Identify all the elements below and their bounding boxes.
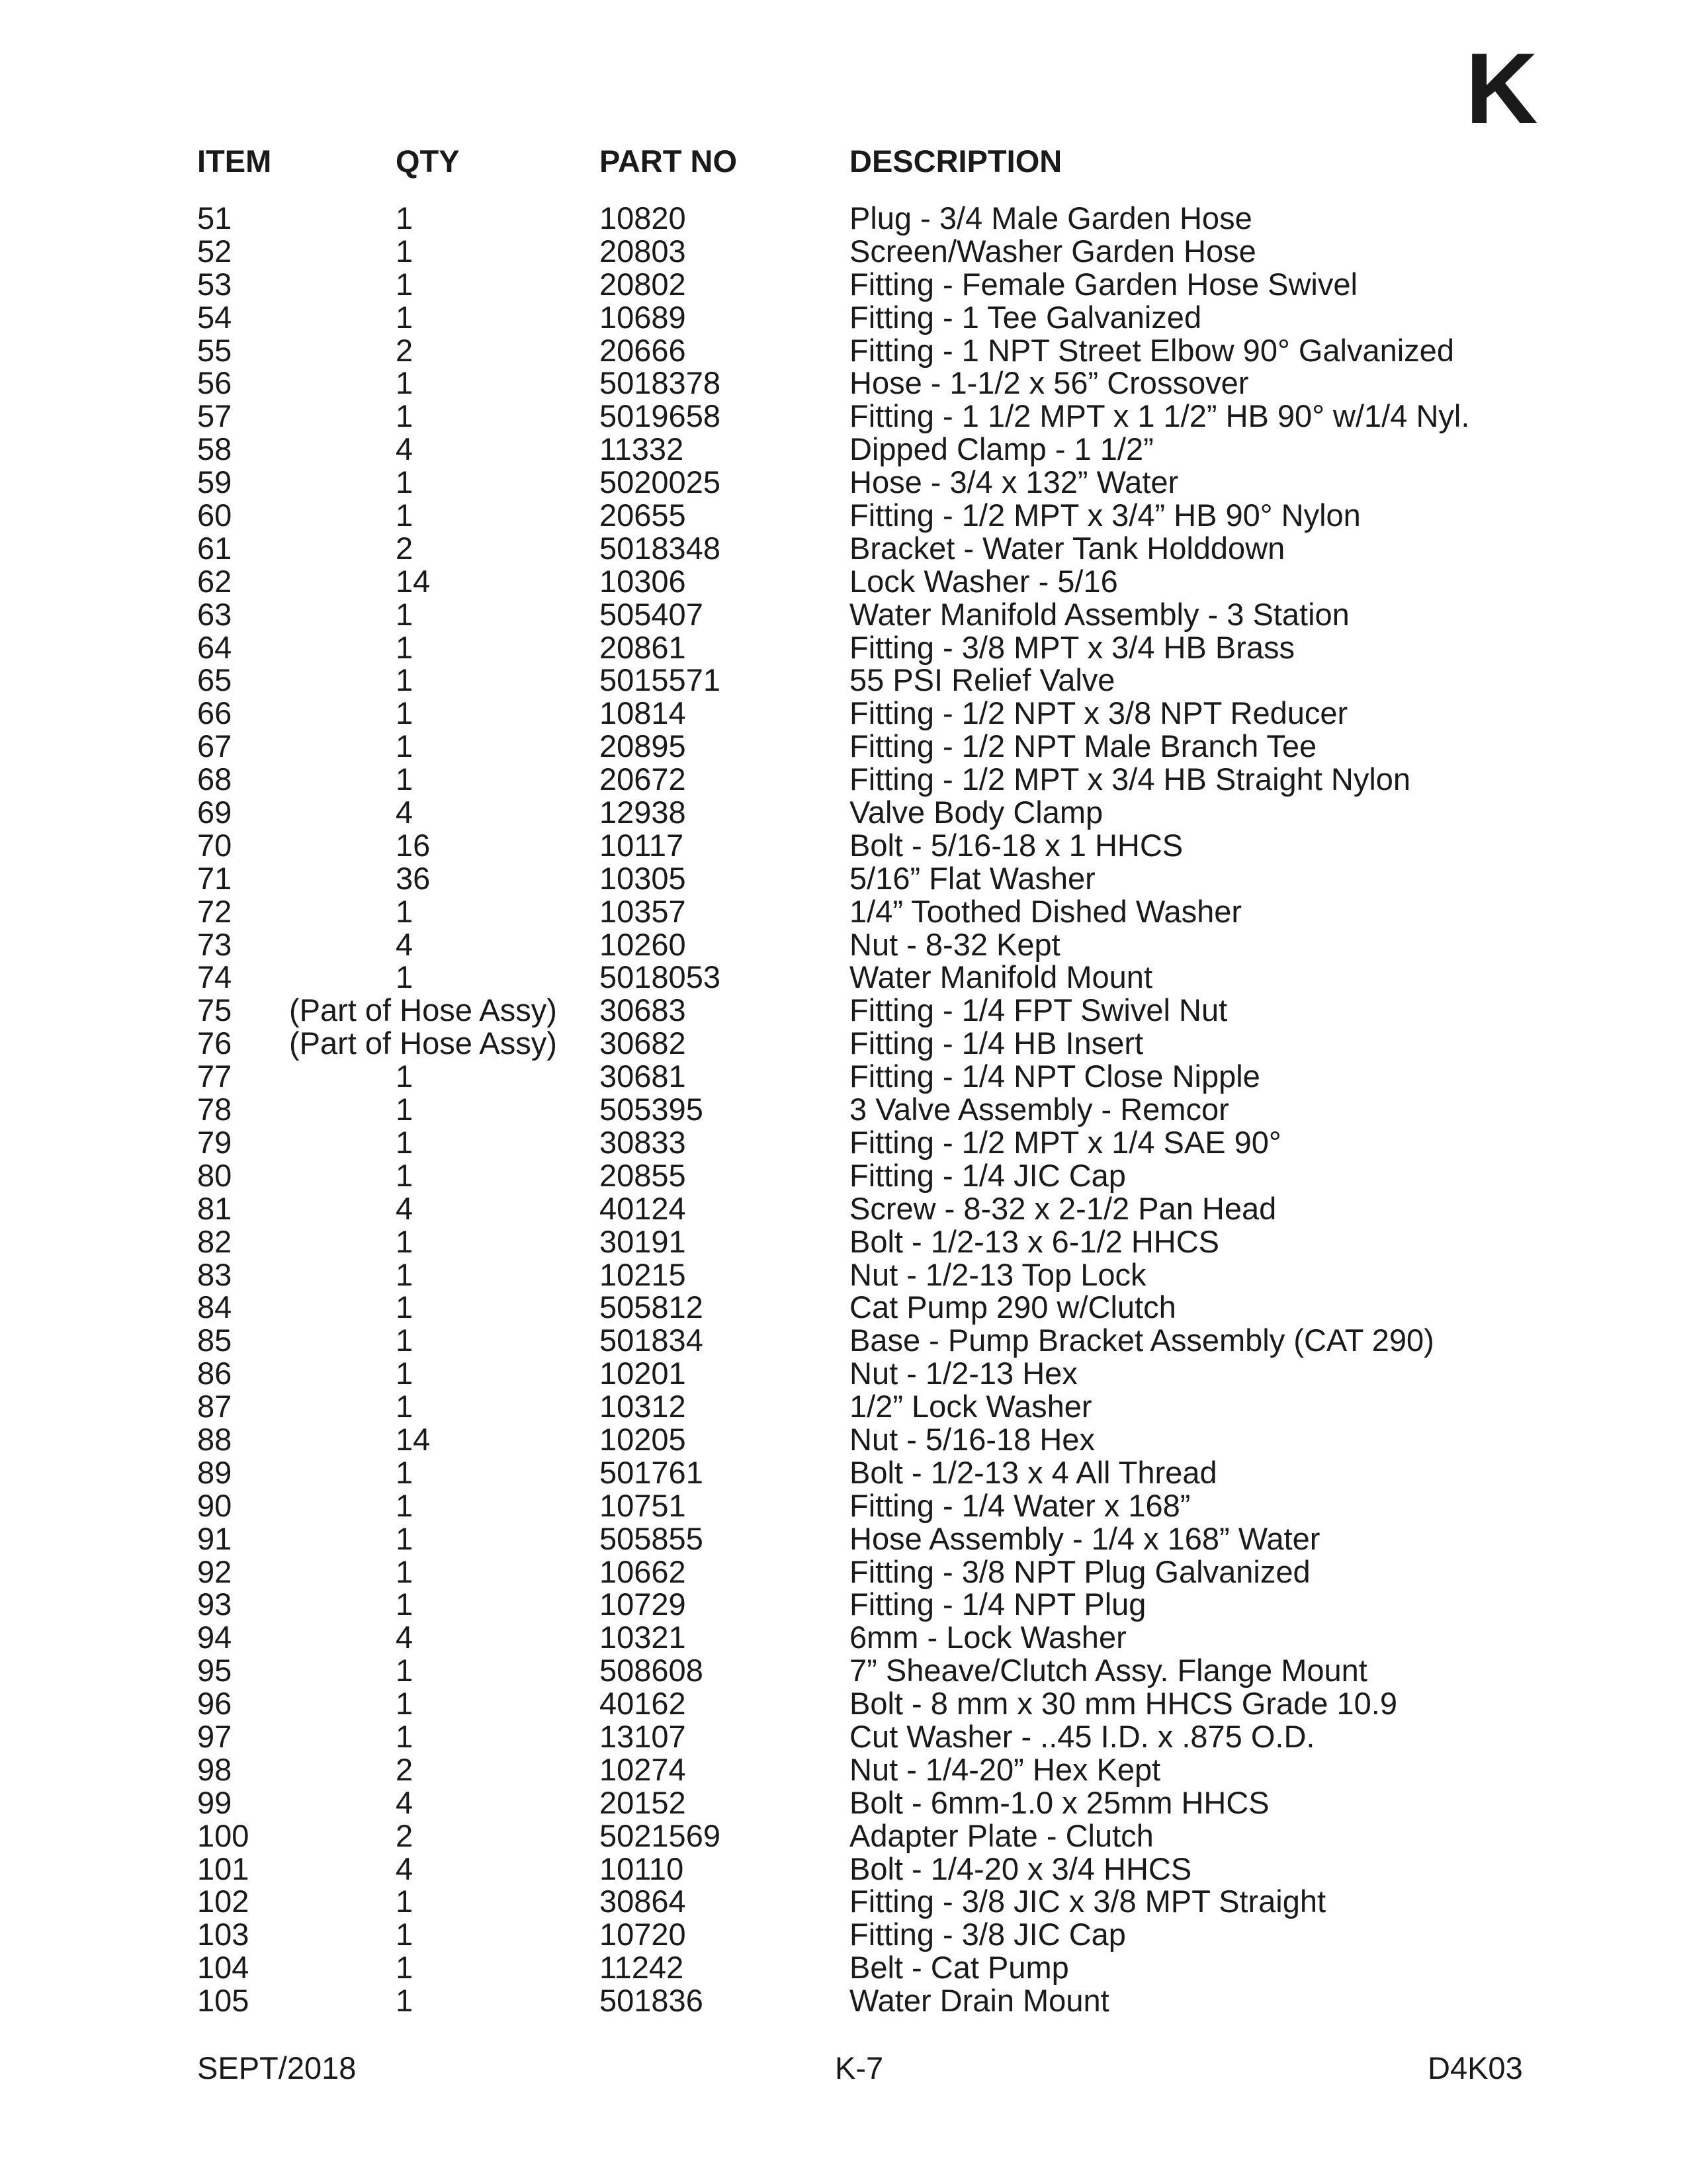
part-description: Fitting - 1/4 Water x 168” xyxy=(849,1487,1191,1523)
part-number: 10662 xyxy=(599,1553,686,1589)
quantity: 1 xyxy=(396,299,413,335)
item-number: 78 xyxy=(197,1092,232,1127)
part-description: Bolt - 1/2-13 x 6-1/2 HHCS xyxy=(849,1223,1219,1259)
parts-table xyxy=(0,200,1687,2019)
table-row xyxy=(0,365,1687,401)
header-description: DESCRIPTION xyxy=(849,144,1062,179)
part-description: Fitting - 3/8 MPT x 3/4 HB Brass xyxy=(849,629,1295,665)
quantity: 1 xyxy=(396,1157,413,1193)
quantity: 4 xyxy=(396,1190,413,1226)
table-row xyxy=(0,1091,1687,1127)
part-number: 13107 xyxy=(599,1718,686,1754)
part-number: 5019658 xyxy=(599,398,720,434)
part-number: 10110 xyxy=(599,1851,684,1886)
quantity: 1 xyxy=(396,200,413,236)
part-description: Base - Pump Bracket Assembly (CAT 290) xyxy=(849,1323,1434,1358)
table-row xyxy=(0,1289,1687,1325)
part-description: Bolt - 5/16-18 x 1 HHCS xyxy=(849,827,1184,863)
table-row xyxy=(0,893,1687,929)
quantity: 16 xyxy=(396,827,431,863)
item-number: 53 xyxy=(197,266,232,302)
table-row xyxy=(0,827,1687,863)
item-number: 62 xyxy=(197,563,232,599)
footer-doc-code: D4K03 xyxy=(1428,2050,1523,2085)
table-row xyxy=(0,1223,1687,1259)
table-row xyxy=(0,431,1687,467)
quantity: 1 xyxy=(396,662,413,698)
table-row xyxy=(0,1586,1687,1622)
part-number: 508608 xyxy=(599,1653,703,1688)
item-number: 105 xyxy=(197,1983,249,2019)
item-number: 67 xyxy=(197,728,232,764)
table-row xyxy=(0,1817,1687,1851)
item-number: 84 xyxy=(197,1289,232,1325)
item-number: 56 xyxy=(197,365,232,401)
item-number: 80 xyxy=(197,1157,232,1193)
part-number: 10117 xyxy=(599,827,684,863)
part-number: 20895 xyxy=(599,728,686,764)
part-description: 1/4” Toothed Dished Washer xyxy=(849,893,1242,929)
item-number: 61 xyxy=(197,530,232,566)
item-number: 64 xyxy=(197,629,232,665)
part-description: 6mm - Lock Washer xyxy=(849,1620,1127,1655)
part-number: 10312 xyxy=(599,1389,686,1424)
part-description: 5/16” Flat Washer xyxy=(849,860,1096,896)
part-number: 20855 xyxy=(599,1157,686,1193)
table-row xyxy=(0,1124,1687,1160)
part-number: 11242 xyxy=(599,1950,684,1986)
quantity: 1 xyxy=(396,1487,413,1523)
item-number: 73 xyxy=(197,926,232,962)
item-number: 100 xyxy=(197,1817,249,1853)
quantity: 1 xyxy=(396,1917,413,1952)
item-number: 89 xyxy=(197,1454,232,1490)
part-number: 40162 xyxy=(599,1686,686,1722)
quantity: 1 xyxy=(396,1059,413,1094)
quantity: 1 xyxy=(396,1323,413,1358)
quantity: 1 xyxy=(396,1092,413,1127)
part-description: Bolt - 6mm-1.0 x 25mm HHCS xyxy=(849,1784,1270,1820)
table-row xyxy=(0,1982,1687,2019)
item-number: 63 xyxy=(197,596,232,632)
part-number: 501834 xyxy=(599,1323,703,1358)
part-description: Hose - 1-1/2 x 56” Crossover xyxy=(849,365,1249,401)
item-number: 102 xyxy=(197,1884,249,1919)
item-number: 93 xyxy=(197,1587,232,1622)
item-number: 51 xyxy=(197,200,232,236)
part-description: Nut - 5/16-18 Hex xyxy=(849,1421,1095,1457)
table-row xyxy=(0,1322,1687,1358)
part-number: 5020025 xyxy=(599,464,720,500)
part-number: 10820 xyxy=(599,200,686,236)
table-row xyxy=(0,1685,1687,1722)
part-number: 5018378 xyxy=(599,365,720,401)
part-description: 7” Sheave/Clutch Assy. Flange Mount xyxy=(849,1653,1367,1688)
quantity: 1 xyxy=(396,1389,413,1424)
item-number: 86 xyxy=(197,1356,232,1391)
footer-date: SEPT/2018 xyxy=(197,2050,357,2085)
part-number: 5018053 xyxy=(599,959,720,995)
table-row xyxy=(0,530,1687,566)
table-row xyxy=(0,398,1687,434)
item-number: 69 xyxy=(197,795,232,830)
item-number: 65 xyxy=(197,662,232,698)
part-number: 501836 xyxy=(599,1983,703,2019)
item-number: 57 xyxy=(197,398,232,434)
quantity: 1 xyxy=(396,1718,413,1754)
part-number: 5021569 xyxy=(599,1817,720,1853)
table-row xyxy=(0,233,1687,269)
quantity: 14 xyxy=(396,1421,431,1457)
part-description: Fitting - 1/2 MPT x 1/4 SAE 90° xyxy=(849,1124,1281,1160)
table-row xyxy=(0,1487,1687,1523)
quantity: 1 xyxy=(396,728,413,764)
part-number: 10321 xyxy=(599,1620,686,1655)
part-description: Fitting - 1/2 MPT x 3/4” HB 90° Nylon xyxy=(849,498,1361,533)
quantity: 2 xyxy=(396,1751,413,1787)
part-description: 3 Valve Assembly - Remcor xyxy=(849,1092,1229,1127)
part-number: 20152 xyxy=(599,1784,686,1820)
part-description: Fitting - 1/4 HB Insert xyxy=(849,1026,1144,1061)
part-description: Fitting - 1/2 MPT x 3/4 HB Straight Nylon xyxy=(849,762,1411,797)
table-row xyxy=(0,1520,1687,1556)
table-row xyxy=(0,860,1687,896)
table-row xyxy=(0,596,1687,632)
part-description: Water Drain Mount xyxy=(849,1983,1109,2019)
item-number: 71 xyxy=(197,860,232,896)
part-description: Fitting - 1 Tee Galvanized xyxy=(849,299,1202,335)
item-number: 104 xyxy=(197,1950,249,1986)
quantity: 1 xyxy=(396,1587,413,1622)
item-number: 87 xyxy=(197,1389,232,1424)
part-number: 11332 xyxy=(599,431,684,467)
part-description: Lock Washer - 5/16 xyxy=(849,563,1118,599)
quantity: 1 xyxy=(396,1256,413,1292)
item-number: 101 xyxy=(197,1851,249,1886)
table-row xyxy=(0,1553,1687,1587)
part-number: 30683 xyxy=(599,992,686,1028)
quantity: 4 xyxy=(396,431,413,467)
quantity: 1 xyxy=(396,1356,413,1391)
item-number: 91 xyxy=(197,1520,232,1556)
table-row xyxy=(0,1355,1687,1391)
quantity: 1 xyxy=(396,629,413,665)
part-number: 30833 xyxy=(599,1124,686,1160)
table-header xyxy=(0,143,1687,183)
item-number: 74 xyxy=(197,959,232,995)
quantity: (Part of Hose Assy) xyxy=(289,992,557,1028)
table-row xyxy=(0,761,1687,797)
header-qty: QTY xyxy=(396,144,460,179)
table-row xyxy=(0,1421,1687,1457)
item-number: 83 xyxy=(197,1256,232,1292)
table-row xyxy=(0,299,1687,335)
part-description: Bolt - 1/2-13 x 4 All Thread xyxy=(849,1454,1217,1490)
part-number: 505855 xyxy=(599,1520,703,1556)
quantity: 2 xyxy=(396,1817,413,1853)
quantity: 1 xyxy=(396,464,413,500)
part-description: Fitting - 3/8 JIC Cap xyxy=(849,1917,1126,1952)
item-number: 58 xyxy=(197,431,232,467)
part-description: Valve Body Clamp xyxy=(849,795,1103,830)
table-row xyxy=(0,959,1687,995)
quantity: 1 xyxy=(396,498,413,533)
item-number: 96 xyxy=(197,1686,232,1722)
part-number: 20861 xyxy=(599,629,686,665)
table-row xyxy=(0,1388,1687,1424)
quantity: 1 xyxy=(396,1983,413,2019)
quantity: 1 xyxy=(396,1289,413,1325)
item-number: 52 xyxy=(197,233,232,269)
table-row xyxy=(0,1025,1687,1061)
item-number: 68 xyxy=(197,762,232,797)
item-number: 85 xyxy=(197,1323,232,1358)
quantity: 2 xyxy=(396,332,413,368)
quantity: 2 xyxy=(396,530,413,566)
part-number: 20655 xyxy=(599,498,686,533)
table-row xyxy=(0,1190,1687,1226)
section-letter: K xyxy=(1465,32,1537,145)
item-number: 70 xyxy=(197,827,232,863)
part-number: 10201 xyxy=(599,1356,686,1391)
table-row xyxy=(0,332,1687,368)
item-number: 88 xyxy=(197,1421,232,1457)
part-description: Belt - Cat Pump xyxy=(849,1950,1069,1986)
header-part-no: PART NO xyxy=(599,144,738,179)
part-number: 30864 xyxy=(599,1884,686,1919)
part-number: 10260 xyxy=(599,926,686,962)
quantity: 1 xyxy=(396,1124,413,1160)
table-row xyxy=(0,1916,1687,1952)
quantity: 4 xyxy=(396,1784,413,1820)
part-description: Adapter Plate - Clutch xyxy=(849,1817,1154,1853)
part-description: Water Manifold Mount xyxy=(849,959,1152,995)
quantity: 1 xyxy=(396,1223,413,1259)
quantity: 1 xyxy=(396,1884,413,1919)
part-number: 20802 xyxy=(599,266,686,302)
table-row xyxy=(0,1784,1687,1820)
part-description: Bracket - Water Tank Holddown xyxy=(849,530,1285,566)
part-number: 505812 xyxy=(599,1289,703,1325)
item-number: 98 xyxy=(197,1751,232,1787)
quantity: 1 xyxy=(396,233,413,269)
quantity: 1 xyxy=(396,893,413,929)
table-row xyxy=(0,662,1687,698)
quantity: 4 xyxy=(396,1851,413,1886)
part-description: Hose Assembly - 1/4 x 168” Water xyxy=(849,1520,1320,1556)
part-number: 20803 xyxy=(599,233,686,269)
part-number: 30681 xyxy=(599,1059,686,1094)
item-number: 81 xyxy=(197,1190,232,1226)
table-row xyxy=(0,266,1687,302)
part-description: Nut - 1/4-20” Hex Kept xyxy=(849,1751,1161,1787)
table-row xyxy=(0,1619,1687,1655)
table-row xyxy=(0,1454,1687,1490)
footer-page-number: K-7 xyxy=(835,2050,884,2085)
part-number: 20666 xyxy=(599,332,686,368)
part-description: 1/2” Lock Washer xyxy=(849,1389,1092,1424)
item-number: 94 xyxy=(197,1620,232,1655)
table-row xyxy=(0,629,1687,665)
part-description: Fitting - 1/2 NPT Male Branch Tee xyxy=(849,728,1317,764)
quantity: 36 xyxy=(396,860,431,896)
part-number: 20672 xyxy=(599,762,686,797)
table-row xyxy=(0,497,1687,533)
table-row xyxy=(0,728,1687,764)
part-description: Cut Washer - ..45 I.D. x .875 O.D. xyxy=(849,1718,1315,1754)
item-number: 72 xyxy=(197,893,232,929)
quantity: (Part of Hose Assy) xyxy=(289,1026,557,1061)
part-description: Fitting - 1 NPT Street Elbow 90° Galvanized xyxy=(849,332,1454,368)
part-number: 10274 xyxy=(599,1751,686,1787)
table-row xyxy=(0,1157,1687,1193)
quantity: 4 xyxy=(396,926,413,962)
part-number: 10720 xyxy=(599,1917,686,1952)
table-row xyxy=(0,1718,1687,1754)
part-number: 10357 xyxy=(599,893,686,929)
part-description: Fitting - 1/4 FPT Swivel Nut xyxy=(849,992,1228,1028)
table-row xyxy=(0,1751,1687,1787)
quantity: 1 xyxy=(396,365,413,401)
quantity: 1 xyxy=(396,596,413,632)
part-description: 55 PSI Relief Valve xyxy=(849,662,1115,698)
item-number: 92 xyxy=(197,1553,232,1589)
quantity: 1 xyxy=(396,1454,413,1490)
item-number: 60 xyxy=(197,498,232,533)
part-description: Bolt - 8 mm x 30 mm HHCS Grade 10.9 xyxy=(849,1686,1397,1722)
part-number: 10689 xyxy=(599,299,686,335)
part-description: Fitting - 1/4 JIC Cap xyxy=(849,1157,1126,1193)
part-description: Fitting - 1 1/2 MPT x 1 1/2” HB 90° w/1/4 Nyl. xyxy=(849,398,1470,434)
part-description: Fitting - 3/8 NPT Plug Galvanized xyxy=(849,1553,1311,1589)
table-row xyxy=(0,200,1687,236)
part-number: 10205 xyxy=(599,1421,686,1457)
quantity: 4 xyxy=(396,1620,413,1655)
item-number: 79 xyxy=(197,1124,232,1160)
part-description: Plug - 3/4 Male Garden Hose xyxy=(849,200,1252,236)
part-description: Dipped Clamp - 1 1/2” xyxy=(849,431,1154,467)
table-row xyxy=(0,1949,1687,1986)
table-row xyxy=(0,992,1687,1028)
item-number: 99 xyxy=(197,1784,232,1820)
part-number: 10751 xyxy=(599,1487,686,1523)
part-description: Cat Pump 290 w/Clutch xyxy=(849,1289,1176,1325)
item-number: 95 xyxy=(197,1653,232,1688)
table-row xyxy=(0,1058,1687,1094)
quantity: 1 xyxy=(396,1520,413,1556)
part-description: Fitting - Female Garden Hose Swivel xyxy=(849,266,1358,302)
table-row xyxy=(0,794,1687,830)
part-number: 40124 xyxy=(599,1190,686,1226)
part-description: Nut - 8-32 Kept xyxy=(849,926,1060,962)
item-number: 59 xyxy=(197,464,232,500)
part-number: 5015571 xyxy=(599,662,720,698)
part-number: 30682 xyxy=(599,1026,686,1061)
item-number: 76 xyxy=(197,1026,232,1061)
quantity: 1 xyxy=(396,1950,413,1986)
part-number: 505407 xyxy=(599,596,703,632)
item-number: 75 xyxy=(197,992,232,1028)
table-row xyxy=(0,1851,1687,1884)
part-description: Screw - 8-32 x 2-1/2 Pan Head xyxy=(849,1190,1277,1226)
item-number: 55 xyxy=(197,332,232,368)
item-number: 54 xyxy=(197,299,232,335)
part-description: Hose - 3/4 x 132” Water xyxy=(849,464,1179,500)
part-number: 10215 xyxy=(599,1256,686,1292)
quantity: 4 xyxy=(396,795,413,830)
part-description: Screen/Washer Garden Hose xyxy=(849,233,1256,269)
item-number: 77 xyxy=(197,1059,232,1094)
item-number: 97 xyxy=(197,1718,232,1754)
table-row xyxy=(0,1883,1687,1919)
part-number: 10814 xyxy=(599,695,686,731)
part-description: Nut - 1/2-13 Top Lock xyxy=(849,1256,1146,1292)
part-number: 30191 xyxy=(599,1223,686,1259)
quantity: 1 xyxy=(396,762,413,797)
part-number: 501761 xyxy=(599,1454,703,1490)
item-number: 82 xyxy=(197,1223,232,1259)
part-description: Fitting - 1/2 NPT x 3/8 NPT Reducer xyxy=(849,695,1348,731)
part-number: 5018348 xyxy=(599,530,720,566)
part-description: Fitting - 1/4 NPT Close Nipple xyxy=(849,1059,1260,1094)
item-number: 103 xyxy=(197,1917,249,1952)
table-row xyxy=(0,1652,1687,1688)
header-item: ITEM xyxy=(197,144,272,179)
quantity: 1 xyxy=(396,695,413,731)
part-number: 10729 xyxy=(599,1587,686,1622)
quantity: 1 xyxy=(396,1653,413,1688)
part-description: Fitting - 3/8 JIC x 3/8 MPT Straight xyxy=(849,1884,1326,1919)
quantity: 1 xyxy=(396,398,413,434)
table-row xyxy=(0,926,1687,962)
part-number: 10305 xyxy=(599,860,686,896)
quantity: 14 xyxy=(396,563,431,599)
quantity: 1 xyxy=(396,959,413,995)
table-row xyxy=(0,695,1687,731)
part-number: 505395 xyxy=(599,1092,703,1127)
part-description: Water Manifold Assembly - 3 Station xyxy=(849,596,1350,632)
part-number: 10306 xyxy=(599,563,686,599)
part-description: Fitting - 1/4 NPT Plug xyxy=(849,1587,1146,1622)
quantity: 1 xyxy=(396,266,413,302)
part-description: Bolt - 1/4-20 x 3/4 HHCS xyxy=(849,1851,1192,1886)
part-number: 12938 xyxy=(599,795,686,830)
item-number: 66 xyxy=(197,695,232,731)
table-row xyxy=(0,563,1687,599)
quantity: 1 xyxy=(396,1686,413,1722)
part-description: Nut - 1/2-13 Hex xyxy=(849,1356,1078,1391)
table-row xyxy=(0,1256,1687,1292)
table-row xyxy=(0,464,1687,500)
item-number: 90 xyxy=(197,1487,232,1523)
quantity: 1 xyxy=(396,1553,413,1589)
